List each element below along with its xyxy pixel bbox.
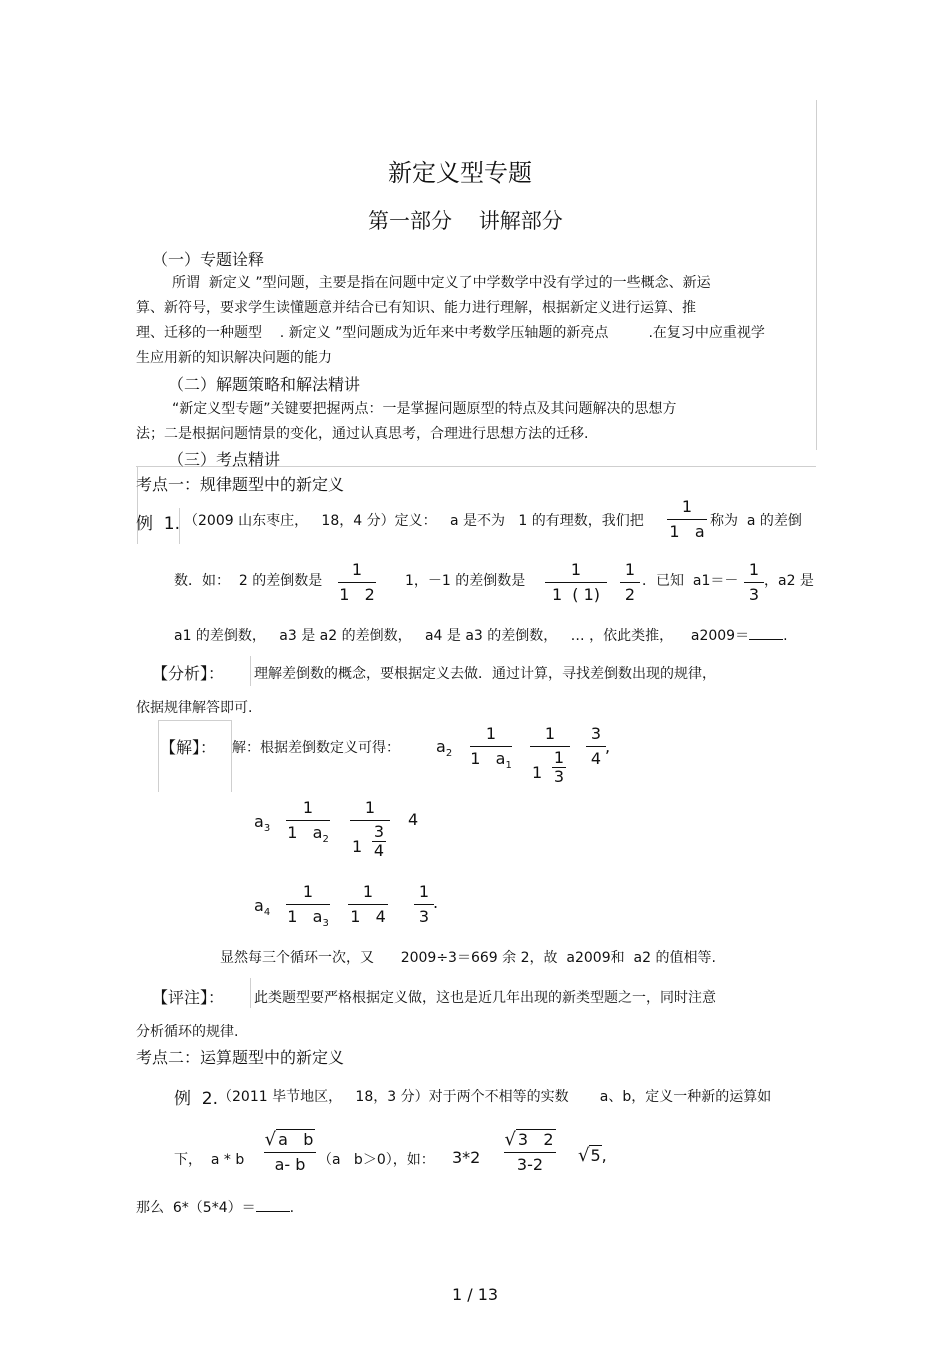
- answer-blank-2[interactable]: [256, 1197, 290, 1212]
- example-1-line-2a: 数．如： 2 的差倒数是: [174, 573, 323, 589]
- section-3-heading: （三）考点精讲: [168, 450, 281, 469]
- example-1-line-2c: ．已知 a1＝－: [642, 573, 739, 589]
- section-1-heading: （一）专题诠释: [152, 250, 265, 269]
- section-1-line-3: 理、迁移的一种题型 . 新定义 ”型问题成为近年来中考数学压轴题的新亮点 .在复习中应重视学: [136, 325, 765, 341]
- example-2-line-2b: （a b＞0），如：: [318, 1152, 435, 1168]
- analysis-label: 【分析】：: [152, 664, 225, 683]
- example-2-line-2c: 3*2: [452, 1148, 481, 1167]
- a3-value: 4: [408, 810, 419, 829]
- fraction-1-over-1-minus-three-quarters: 1 1 3 4: [350, 798, 390, 869]
- fraction-1-over-1-minus-third: 1 1 1 3: [530, 724, 570, 795]
- solution-conclusion: 显然每三个循环一次，又 2009÷3＝669 余 2，故 a2009和 a2 的值相等.: [220, 950, 716, 966]
- comma-a2: ,: [605, 737, 611, 756]
- example-2-line-1: （2011 毕节地区， 18，3 分）对于两个不相等的实数 a、b，定义一种新的运算如: [218, 1089, 772, 1105]
- example-1-line-1: （2009 山东枣庄， 18，4 分）定义： a 是不为 1 的有理数，我们把: [184, 513, 644, 529]
- comment-line-2: 分析循环的规律.: [136, 1024, 239, 1040]
- fraction-1-over-1-minus-2: 1 1 2: [339, 560, 375, 604]
- fraction-1-over-3-b: 1 3: [414, 882, 434, 927]
- example-1-line-2d: ，a2 是: [764, 573, 814, 589]
- solution-text: 解：根据差倒数定义可得：: [232, 740, 400, 756]
- section-1-line-4: 生应用新的知识解决问题的能力: [136, 350, 332, 366]
- fraction-1-over-3: 1 3: [744, 560, 764, 605]
- page-subtitle: 第一部分 讲解部分: [368, 209, 563, 233]
- fraction-3-over-4-a: 3 4: [586, 724, 606, 769]
- a3-symbol: $a_3$: [254, 812, 271, 835]
- fraction-1-over-1-minus-a: 1 1 a: [667, 497, 707, 542]
- comment-label: 【评注】：: [152, 988, 225, 1007]
- topic-2-heading: 考点二：运算题型中的新定义: [136, 1048, 345, 1067]
- section-1-line-2: 算、新符号，要求学生读懂题意并结合已有知识、能力进行理解，根据新定义进行运算、推: [136, 300, 696, 316]
- page-title: 新定义型专题: [388, 159, 532, 187]
- example-fraction-3-2: √ 3 2 3-2: [504, 1130, 556, 1175]
- frame-solve-top: [158, 720, 231, 721]
- example-1-label: 例 1.: [136, 514, 181, 534]
- analysis-line-1: 理解差倒数的概念，要根据定义去做．通过计算，寻找差倒数出现的规律，: [254, 666, 716, 682]
- fraction-1-over-1-minus-4: 1 1 4: [348, 882, 388, 927]
- page-number: 1 / 13: [452, 1285, 499, 1304]
- a4-symbol: $a_4$: [254, 896, 271, 919]
- section-2-line-2: 法；二是根据问题情景的变化，通过认真思考，合理进行思想方法的迁移.: [136, 426, 589, 442]
- operation-definition-fraction: √ a b a- b: [264, 1130, 316, 1175]
- example-2-line-3: 那么 6*（5*4）＝ .: [136, 1197, 294, 1217]
- frame-right-line: [816, 100, 817, 450]
- a2-symbol: $a_2$: [436, 737, 453, 760]
- example-1-line-1-end: 称为 a 的差倒: [710, 513, 802, 529]
- example-2-line-2a: 下， a * b: [174, 1152, 245, 1168]
- frame-solve-line-l: [158, 720, 159, 792]
- frame-analysis-line: [250, 656, 251, 686]
- period-a4: .: [433, 893, 439, 912]
- section-2-heading: （二）解题策略和解法精讲: [168, 375, 361, 394]
- example-1-line-3: a1 的差倒数， a3 是 a2 的差倒数， a4 是 a3 的差倒数， … ，依此类推， a2009＝ .: [174, 625, 788, 645]
- example-1-line-2b: 1，－1 的差倒数是: [405, 573, 526, 589]
- frame-comment-line: [250, 978, 251, 1008]
- fraction-1-over-1-minus-a1: 1 1 $a_1$: [470, 724, 512, 772]
- analysis-line-2: 依据规律解答即可.: [136, 700, 253, 716]
- section-1-line-1: 所谓 新定义 ”型问题，主要是指在问题中定义了中学数学中没有学过的一些概念、新运: [172, 275, 711, 291]
- topic-1-heading: 考点一：规律题型中的新定义: [136, 475, 345, 494]
- fraction-1-over-2: 1 2: [620, 560, 640, 605]
- solution-label: 【解】：: [160, 738, 217, 757]
- answer-blank-1[interactable]: [749, 625, 783, 640]
- sqrt-5-result: √5,: [578, 1145, 607, 1166]
- fraction-1-over-1-minus-neg1: 1 1 ( 1): [545, 560, 607, 605]
- fraction-1-over-1-minus-a3: 1 1 $a_3$: [287, 882, 329, 930]
- fraction-1-over-1-minus-a2: 1 1 $a_2$: [287, 798, 329, 846]
- section-2-line-1: “新定义型专题”关键要把握两点：一是掌握问题原型的特点及其问题解决的思想方: [172, 401, 677, 417]
- example-2-label: 例 2.: [174, 1089, 219, 1109]
- comment-line-1: 此类题型要严格根据定义做，这也是近几年出现的新类型题之一，同时注意: [254, 990, 716, 1006]
